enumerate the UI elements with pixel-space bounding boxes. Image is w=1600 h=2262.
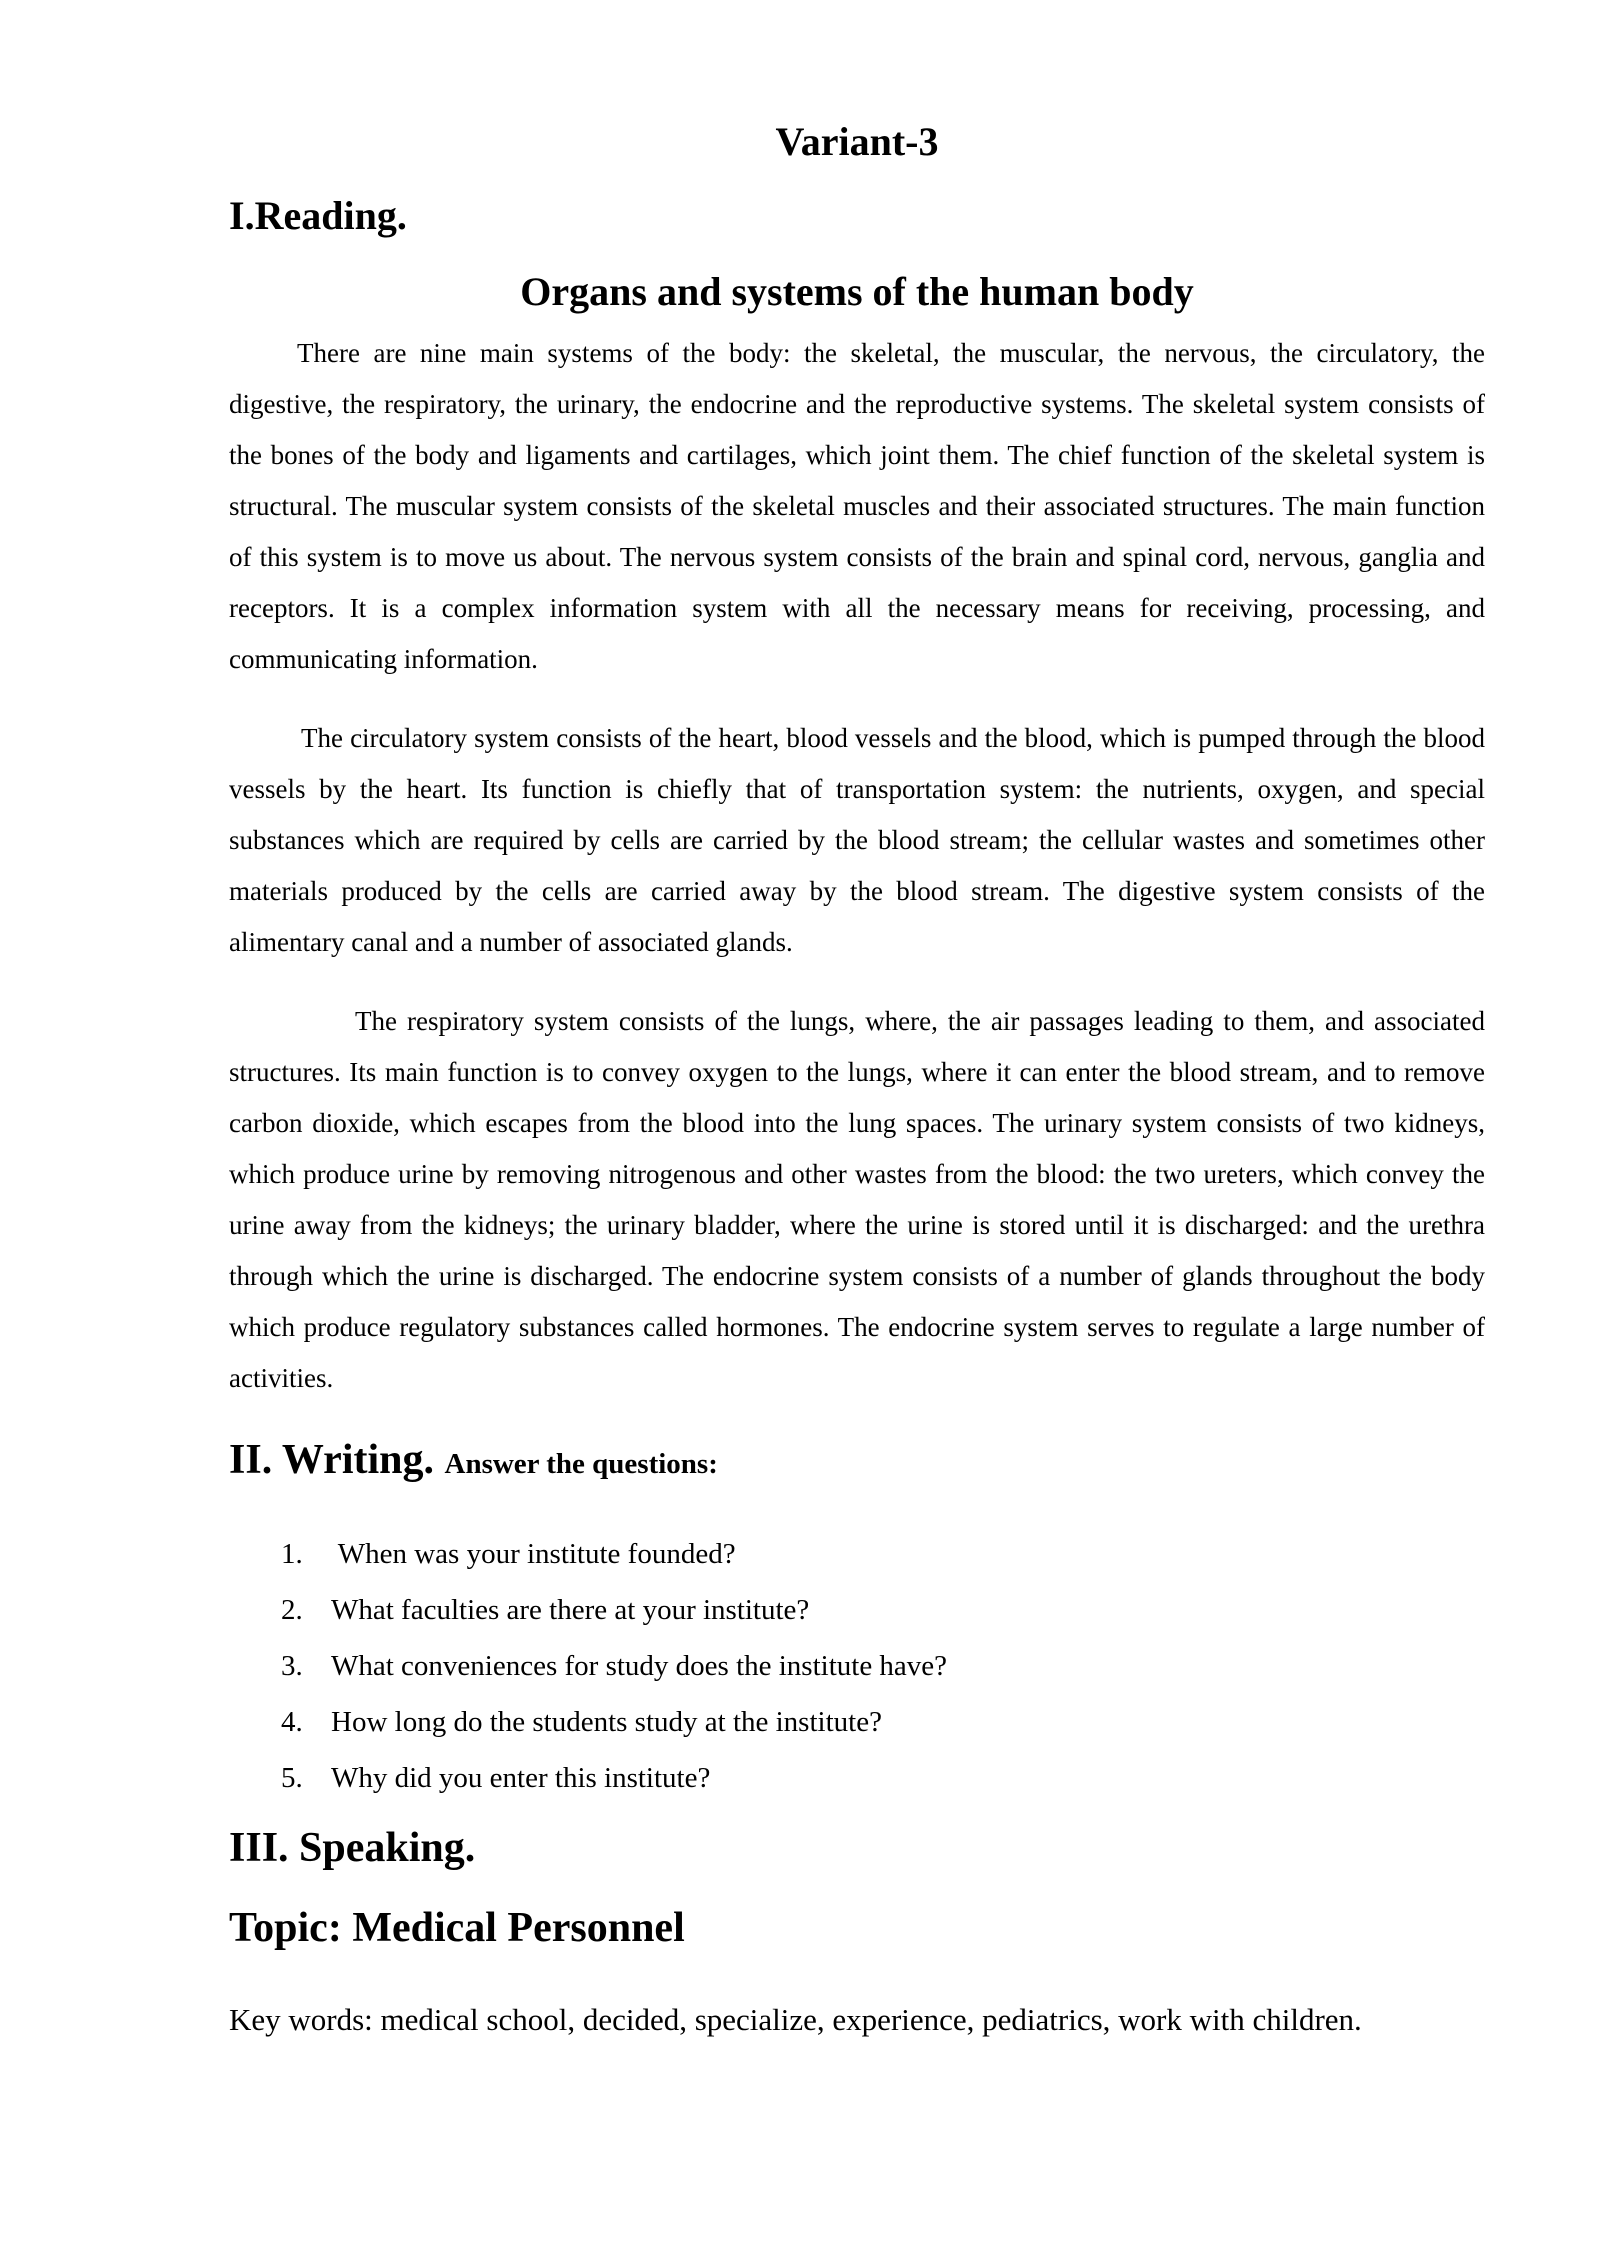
reading-paragraph-2: The circulatory system consists of the heart, blood vessels and the blood, which is pumped through the blood vessels by the heart. Its function is chiefly that of transportation system: the nutrients, oxygen, and special substances which are required by cells are carried by the blood stream; the cellular wastes and sometimes other materials produced by the cells are carried away by the blood stream. The digestive system consists of the alimentary canal and a number of associated glands. — [229, 723, 1485, 957]
key-words: Key words: medical school, decided, specialize, experience, pediatrics, work with children. — [229, 2002, 1362, 2037]
speaking-heading: III. Speaking. — [229, 1825, 476, 1871]
reading-paragraph-3: The respiratory system consists of the lungs, where, the air passages leading to them, and associated structures. Its main function is to convey oxygen to the lungs, where it can enter the blood stream, and to remove carbon dioxide, which escapes from the blood into the lung spaces. The urinary system consists of two kidneys, which produce urine by removing nitrogenous and other wastes from the blood: the two ureters, which convey the urine away from the kidneys; the urinary bladder, where the urine is stored until it is discharged: and the urethra through which the urine is discharged. The endocrine system consists of a number of glands throughout the body which produce regulatory substances called hormones. The endocrine system serves to regulate a large number of activities. — [229, 1006, 1485, 1393]
topic-heading: Topic: Medical Personnel — [229, 1905, 685, 1951]
question-text: When was your institute founded? — [331, 1538, 736, 1570]
variant-title: Variant-3 — [775, 119, 939, 164]
question-number: 4. — [281, 1706, 303, 1738]
question-text: How long do the students study at the institute? — [331, 1706, 882, 1738]
question-number: 5. — [281, 1762, 303, 1794]
question-item — [281, 1694, 1485, 1750]
article-title: Organs and systems of the human body — [520, 269, 1194, 314]
question-number: 1. — [281, 1538, 303, 1570]
writing-subheading: Answer the questions: — [444, 1448, 718, 1480]
document-page — [229, 100, 1485, 2071]
question-number: 3. — [281, 1650, 303, 1682]
question-text: Why did you enter this institute? — [331, 1762, 711, 1794]
question-item — [281, 1526, 1485, 1582]
writing-heading-label: II. Writing. — [229, 1437, 434, 1483]
question-item — [281, 1582, 1485, 1638]
question-text: What conveniences for study does the institute have? — [331, 1650, 948, 1682]
reading-heading: I.Reading. — [229, 193, 407, 238]
question-number: 2. — [281, 1594, 303, 1626]
writing-heading — [229, 1434, 1485, 1490]
question-text: What faculties are there at your institute? — [331, 1594, 810, 1626]
question-item — [281, 1750, 1485, 1806]
question-list — [281, 1526, 1485, 1806]
reading-paragraph-1: There are nine main systems of the body: the skeletal, the muscular, the nervous, the circulatory, the digestive, the respiratory, the urinary, the endocrine and the reproductive systems. The skeletal system consists of the bones of the body and ligaments and cartilages, which joint them. The chief function of the skeletal system is structural. The muscular system consists of the skeletal muscles and their associated structures. The main function of this system is to move us about. The nervous system consists of the brain and spinal cord, nervous, ganglia and receptors. It is a complex information system with all the necessary means for receiving, processing, and communicating information. — [229, 338, 1485, 674]
question-item — [281, 1638, 1485, 1694]
